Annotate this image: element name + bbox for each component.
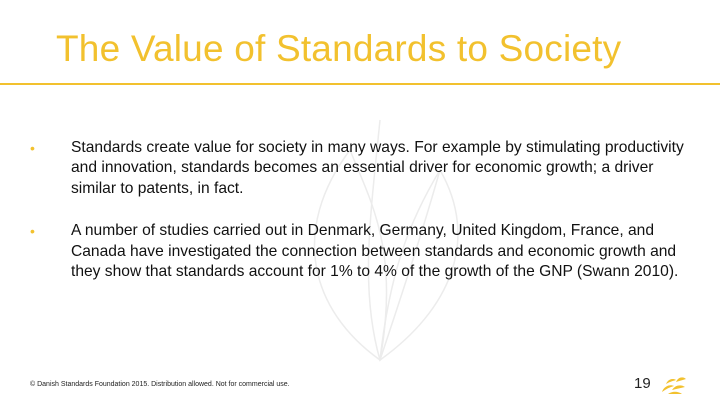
- danish-standards-logo-icon: [658, 372, 688, 396]
- bullet-text: Standards create value for society in many ways. For example by stimulating productivity and innovation, standards becomes an essential driver for economic growth; a driver similar to patents, in fact.: [71, 139, 684, 197]
- bullet-item: [30, 221, 690, 282]
- bullet-text: A number of studies carried out in Denmark, Germany, United Kingdom, France, and Canada have investigated the connection between standards and economic growth and they show that standards account for 1% to 4% of the growth of the GNP (Swann 2010).: [71, 222, 679, 281]
- title-underline: [0, 83, 720, 85]
- bullet-list: [30, 138, 690, 304]
- copyright-footer: © Danish Standards Foundation 2015. Distribution allowed. Not for commercial use.: [30, 381, 290, 388]
- bullet-item: [30, 138, 690, 199]
- bullet-marker: •: [30, 140, 35, 156]
- bullet-marker: •: [30, 223, 35, 240]
- page-number: 19: [634, 375, 651, 392]
- slide-title: The Value of Standards to Society: [56, 28, 622, 69]
